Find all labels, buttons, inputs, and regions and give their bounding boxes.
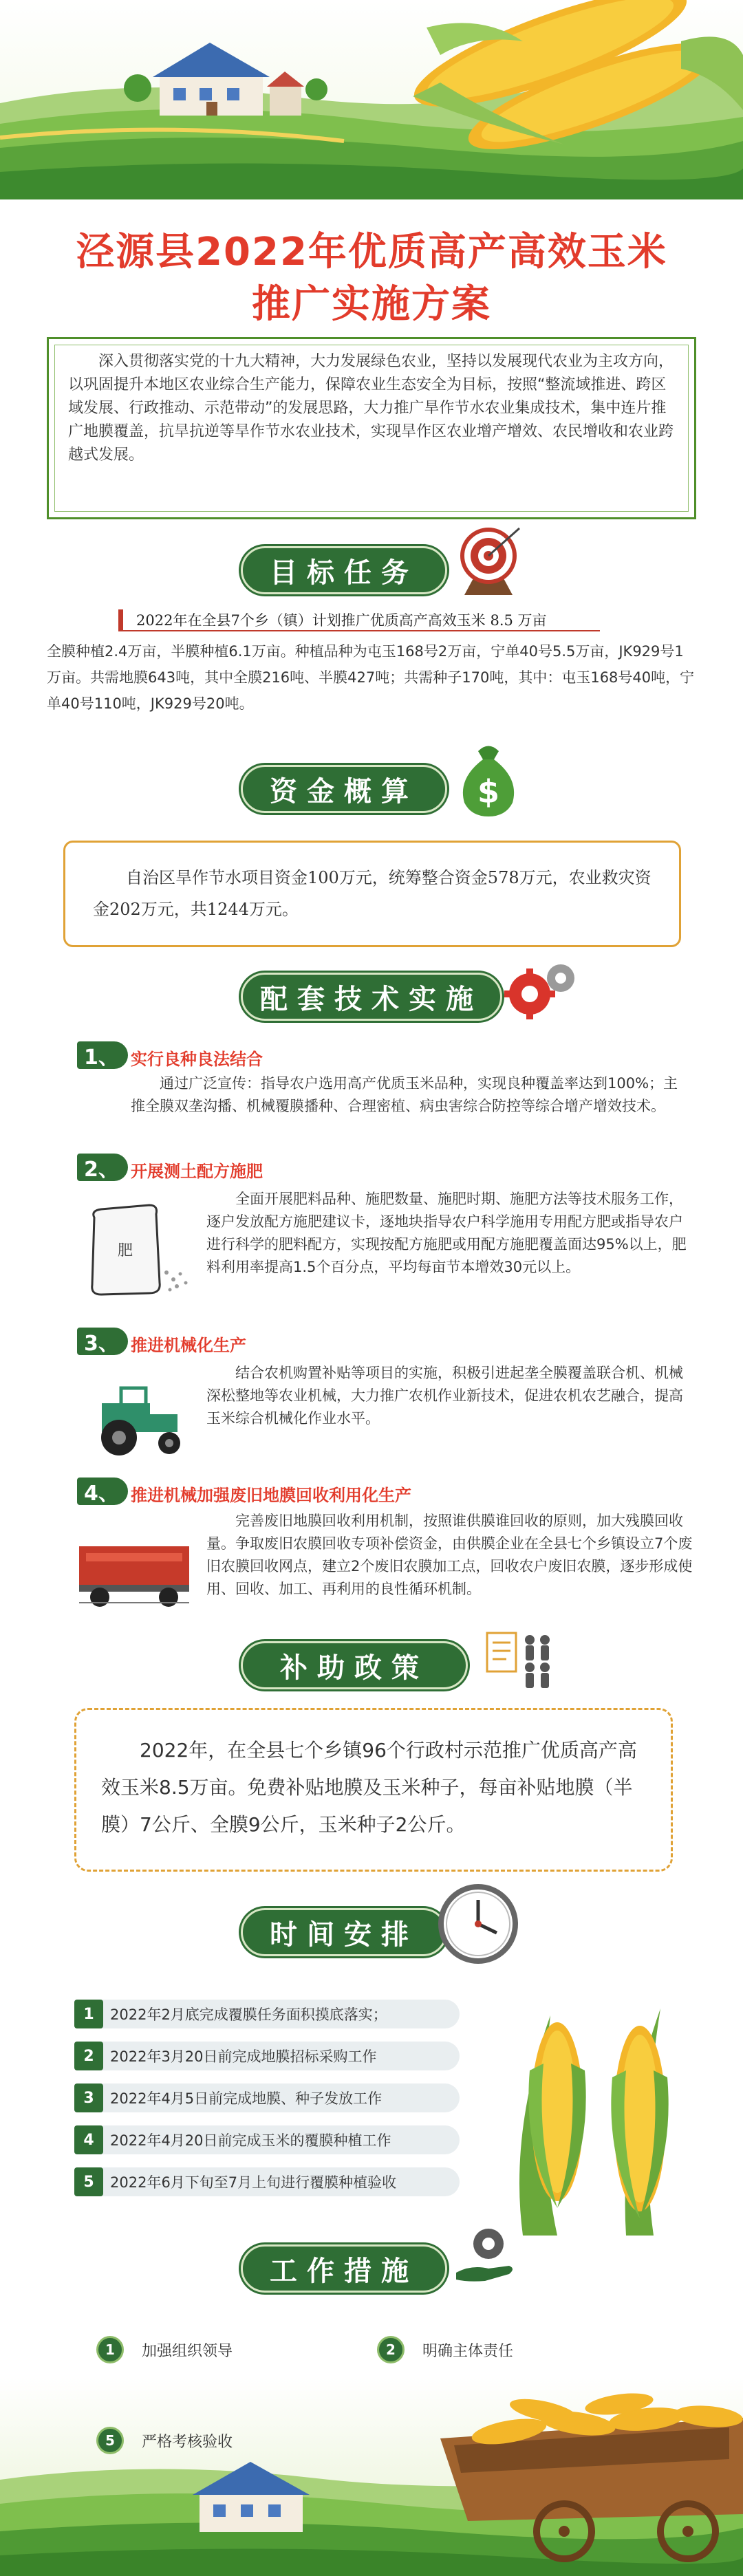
schedule-item [74, 2167, 460, 2196]
page-title-line2: 推广实施方案 [252, 282, 491, 327]
measure-item [96, 2336, 233, 2363]
headline-marker [118, 609, 123, 630]
schedule-text: 2022年2月底完成覆膜任务面积摸底落实； [110, 2006, 387, 2023]
intro-box [47, 337, 696, 519]
farm-cart-landscape-illustration [0, 2377, 743, 2576]
measure-text: 加强组织领导 [142, 2342, 233, 2360]
schedule-number: 5 [74, 2167, 103, 2196]
tech-title: 实行良种良法结合 [131, 1050, 263, 1069]
tech-number-badge: 1、 [77, 1041, 128, 1069]
schedule-item [74, 2000, 460, 2028]
tech-number-badge: 2、 [77, 1154, 128, 1181]
section-title-target: 目标任务 [270, 556, 418, 589]
measure-item [377, 2336, 513, 2363]
document-people-icon [482, 1625, 557, 1693]
budget-text: 自治区旱作节水项目资金100万元，统筹整合资金578万元，农业救灾资金202万元，共1244万元。 [93, 868, 652, 919]
subsidy-text: 2022年，在全县七个乡镇96个行政村示范推广优质高产高效玉米8.5万亩。免费补贴地膜及玉米种子，每亩补贴地膜（半膜）7公斤、全膜9公斤，玉米种子2公斤。 [101, 1739, 637, 1836]
tech-title: 推进机械化生产 [131, 1336, 246, 1355]
section-title-budget: 资金概算 [270, 775, 418, 808]
schedule-number: 2 [74, 2042, 103, 2070]
gear-hand-icon [451, 2223, 519, 2285]
section-header-tech [241, 973, 502, 1021]
schedule-text: 2022年6月下旬至7月上旬进行覆膜种植验收 [110, 2174, 397, 2191]
measure-number: 5 [96, 2427, 124, 2454]
section-header-schedule [241, 1908, 447, 1956]
target-headline-text: 2022年在全县7个乡（镇）计划推广优质高产高效玉米 8.5 万亩 [136, 612, 547, 629]
section-title-subsidy: 补助政策 [280, 1651, 429, 1684]
page-title-line1: 泾源县2022年优质高产高效玉米 [76, 230, 667, 274]
tractor-icon [81, 1383, 191, 1458]
subsidy-box [74, 1708, 673, 1872]
measure-number: 1 [96, 2336, 124, 2363]
section-header-subsidy [241, 1641, 468, 1689]
schedule-item [74, 2083, 460, 2112]
measure-number: 2 [377, 2336, 405, 2363]
tech-body: 结合农机购置补贴等项目的实施，积极引进起垄全膜覆盖联合机、机械深松整地等农业机械，大力推广农机作业新技术，促进农机农艺融合，提高玉米综合机械化作业水平。 [206, 1365, 683, 1427]
film-recycler-machine-icon [72, 1534, 196, 1610]
target-icon [451, 523, 526, 598]
svg-text:$: $ [477, 773, 500, 810]
tech-title: 开展测土配方施肥 [131, 1162, 263, 1181]
gears-icon [499, 956, 581, 1025]
money-bag-icon [454, 737, 523, 820]
schedule-text: 2022年3月20日前完成地膜招标采购工作 [110, 2048, 377, 2065]
corn-plants-illustration [482, 1960, 702, 2249]
tech-body: 全面开展肥料品种、施肥数量、施肥时期、施肥方法等技术服务工作，逐户发放配方施肥建议卡，逐地块指导农户科学施用专用配方肥或指导农户进行科学的肥料配方，实现按配方施肥或用配方施肥覆盖面达95%以上，肥料利用率提高1.5个百分点，平均每亩节本增效30元以上。 [206, 1191, 687, 1275]
tech-number-badge: 4、 [77, 1478, 128, 1505]
schedule-text: 2022年4月20日前完成玉米的覆膜种植工作 [110, 2132, 391, 2149]
section-title-schedule: 时间安排 [270, 1918, 418, 1951]
svg-text:肥: 肥 [117, 1242, 133, 1259]
section-title-tech: 配套技术实施 [260, 982, 483, 1015]
target-body-text: 全膜种植2.4万亩，半膜种植6.1万亩。种植品种为屯玉168号2万亩，宁单40号5.5万亩，JK929号1万亩。共需地膜643吨，其中全膜216吨、半膜427吨；共需种子170吨，其中：屯玉168号40吨，宁单40号110吨，JK929号20吨。 [47, 643, 695, 712]
measure-text: 严格考核验收 [142, 2433, 233, 2451]
section-header-target [241, 546, 447, 594]
measure-item [96, 2427, 233, 2454]
budget-box [63, 841, 681, 947]
bottom-banner [0, 2377, 743, 2576]
schedule-number: 4 [74, 2125, 103, 2154]
farmhouse-icon [153, 43, 304, 116]
clock-icon [433, 1879, 523, 1969]
intro-text: 深入贯彻落实党的十九大精神，大力发展绿色农业，坚持以发展现代农业为主攻方向，以巩固提升本地区农业综合生产能力，保障农业生态安全为目标，按照“整流域推进、跨区域发展、行政推动、示范带动”的发展思路，大力推广旱作节水农业集成技术，集中连片推广地膜覆盖，抗旱抗逆等旱作节水农业技术，实现旱作区农业增产增效、农民增收和农业跨越式发展。 [68, 353, 674, 464]
section-title-measures: 工作措施 [270, 2254, 418, 2287]
schedule-item [74, 2042, 460, 2070]
schedule-item [74, 2125, 460, 2154]
measure-text: 明确主体责任 [422, 2342, 514, 2360]
tech-body: 通过广泛宣传：指导农户选用高产优质玉米品种，实现良种覆盖率达到100%；主推全膜双垄沟播、机械覆膜播种、合理密植、病虫害综合防控等综合增产增效技术。 [131, 1075, 678, 1114]
section-header-budget [241, 765, 447, 813]
tech-number-badge: 3、 [77, 1328, 128, 1355]
tech-title: 推进机械加强废旧地膜回收利用化生产 [131, 1486, 411, 1505]
section-header-measures [241, 2244, 447, 2293]
schedule-number: 3 [74, 2083, 103, 2112]
schedule-text: 2022年4月5日前完成地膜、种子发放工作 [110, 2090, 383, 2107]
top-banner [0, 0, 743, 199]
schedule-number: 1 [74, 2000, 103, 2028]
fertilizer-bag-icon [77, 1197, 194, 1307]
tech-body: 完善废旧地膜回收利用机制，按照谁供膜谁回收的原则，加大残膜回收量。争取废旧农膜回收专项补偿资金，由供膜企业在全县七个乡镇设立7个废旧农膜回收网点，建立2个废旧农膜加工点，回收农户废旧农膜，逐步形成使用、回收、加工、再利用的良性循环机制。 [206, 1513, 693, 1597]
farm-landscape-illustration [0, 0, 743, 199]
target-headline [118, 608, 600, 631]
